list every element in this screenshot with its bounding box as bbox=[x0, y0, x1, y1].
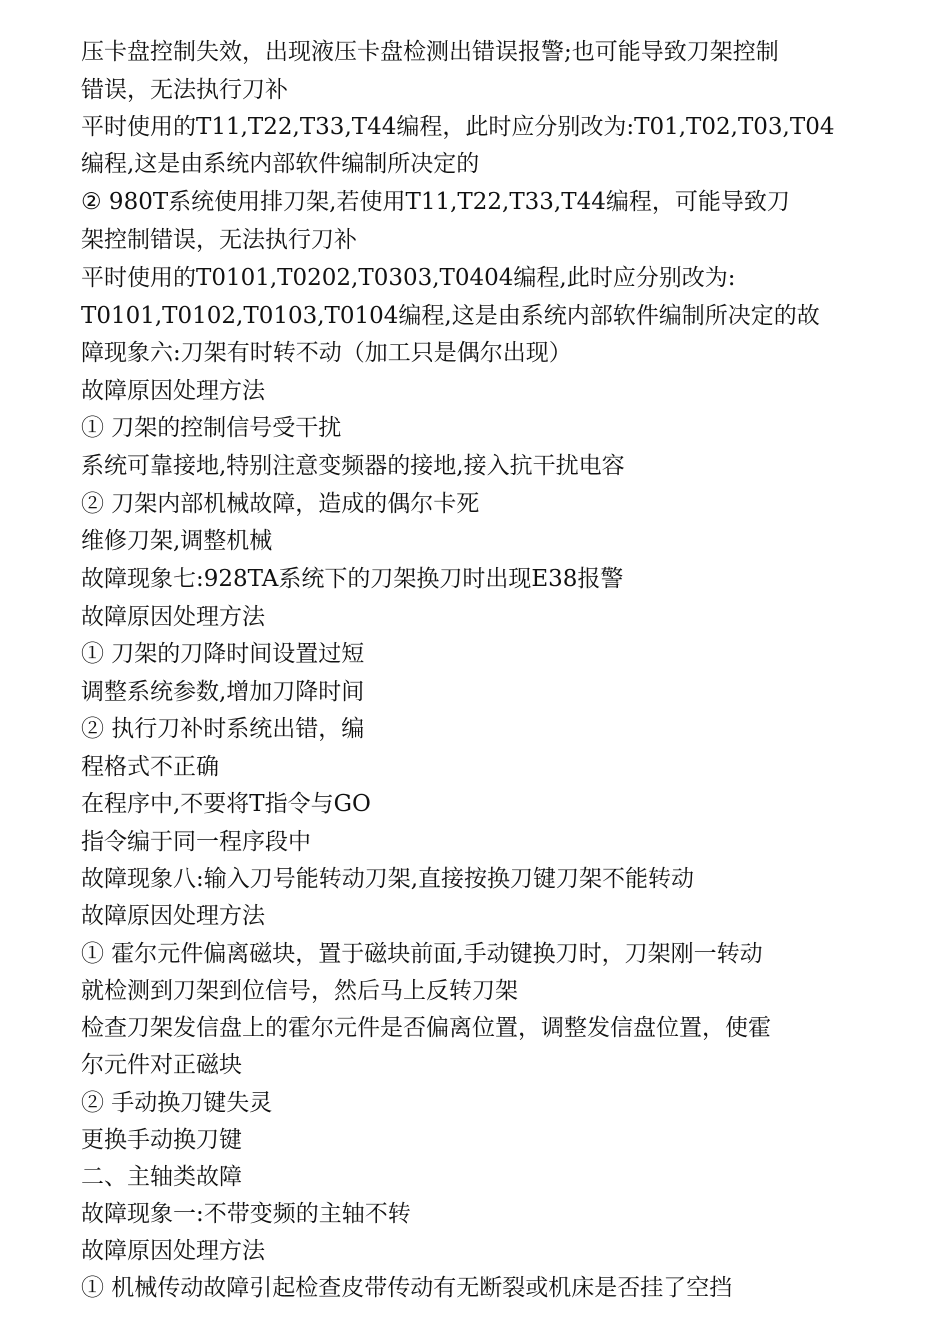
text-line: 障现象六:刀架有时转不动（加工只是偶尔出现） bbox=[81, 340, 572, 366]
text-line: 故障原因处理方法 bbox=[81, 378, 265, 404]
text-line: 架控制错误，无法执行刀补 bbox=[81, 227, 357, 253]
text-line: 系统可靠接地,特别注意变频器的接地,接入抗干扰电容 bbox=[81, 453, 625, 479]
text-line: 编程,这是由系统内部软件编制所决定的 bbox=[81, 151, 480, 177]
text-line: ② 执行刀补时系统出错，编 bbox=[81, 716, 365, 742]
text-line: 更换手动换刀键 bbox=[81, 1127, 242, 1153]
text-line: 错误，无法执行刀补 bbox=[81, 77, 288, 103]
text-line: ② 刀架内部机械故障，造成的偶尔卡死 bbox=[81, 491, 480, 517]
text-line: 程格式不正确 bbox=[81, 754, 219, 780]
text-line: 就检测到刀架到位信号，然后马上反转刀架 bbox=[81, 978, 518, 1004]
text-line: 故障原因处理方法 bbox=[81, 604, 265, 630]
text-line: 维修刀架,调整机械 bbox=[81, 528, 273, 554]
text-line: T0101,T0102,T0103,T0104编程,这是由系统内部软件编制所决定的故 bbox=[81, 303, 820, 329]
text-line: ② 980T系统使用排刀架,若使用T11,T22,T33,T44编程，可能导致刀 bbox=[81, 189, 790, 215]
text-line: ② 手动换刀键失灵 bbox=[81, 1090, 273, 1116]
text-line: 故障原因处理方法 bbox=[81, 903, 265, 929]
text-line: 在程序中,不要将T指令与GO bbox=[81, 791, 371, 817]
text-line: 平时使用的T11,T22,T33,T44编程，此时应分别改为:T01,T02,T03,T04 bbox=[81, 114, 835, 140]
text-line: 故障原因处理方法 bbox=[81, 1238, 265, 1264]
text-line: 故障现象一:不带变频的主轴不转 bbox=[81, 1201, 411, 1227]
text-line: 平时使用的T0101,T0202,T0303,T0404编程,此时应分别改为: bbox=[81, 265, 736, 291]
text-line: 调整系统参数,增加刀降时间 bbox=[81, 679, 365, 705]
text-line: 压卡盘控制失效，出现液压卡盘检测出错误报警;也可能导致刀架控制 bbox=[81, 39, 779, 65]
text-line: ① 刀架的刀降时间设置过短 bbox=[81, 641, 365, 667]
text-line: 尔元件对正磁块 bbox=[81, 1052, 242, 1078]
text-line: 故障现象七:928TA系统下的刀架换刀时出现E38报警 bbox=[81, 566, 624, 592]
text-line: 指令编于同一程序段中 bbox=[81, 829, 311, 855]
text-line: 检查刀架发信盘上的霍尔元件是否偏离位置，调整发信盘位置，使霍 bbox=[81, 1015, 771, 1041]
section-heading: 二、主轴类故障 bbox=[81, 1164, 242, 1190]
text-line: 故障现象八:输入刀号能转动刀架,直接按换刀键刀架不能转动 bbox=[81, 866, 695, 892]
text-line: ① 机械传动故障引起检查皮带传动有无断裂或机床是否挂了空挡 bbox=[81, 1275, 733, 1301]
text-line: ① 刀架的控制信号受干扰 bbox=[81, 415, 342, 441]
text-line: ① 霍尔元件偏离磁块，置于磁块前面,手动键换刀时，刀架刚一转动 bbox=[81, 941, 763, 967]
